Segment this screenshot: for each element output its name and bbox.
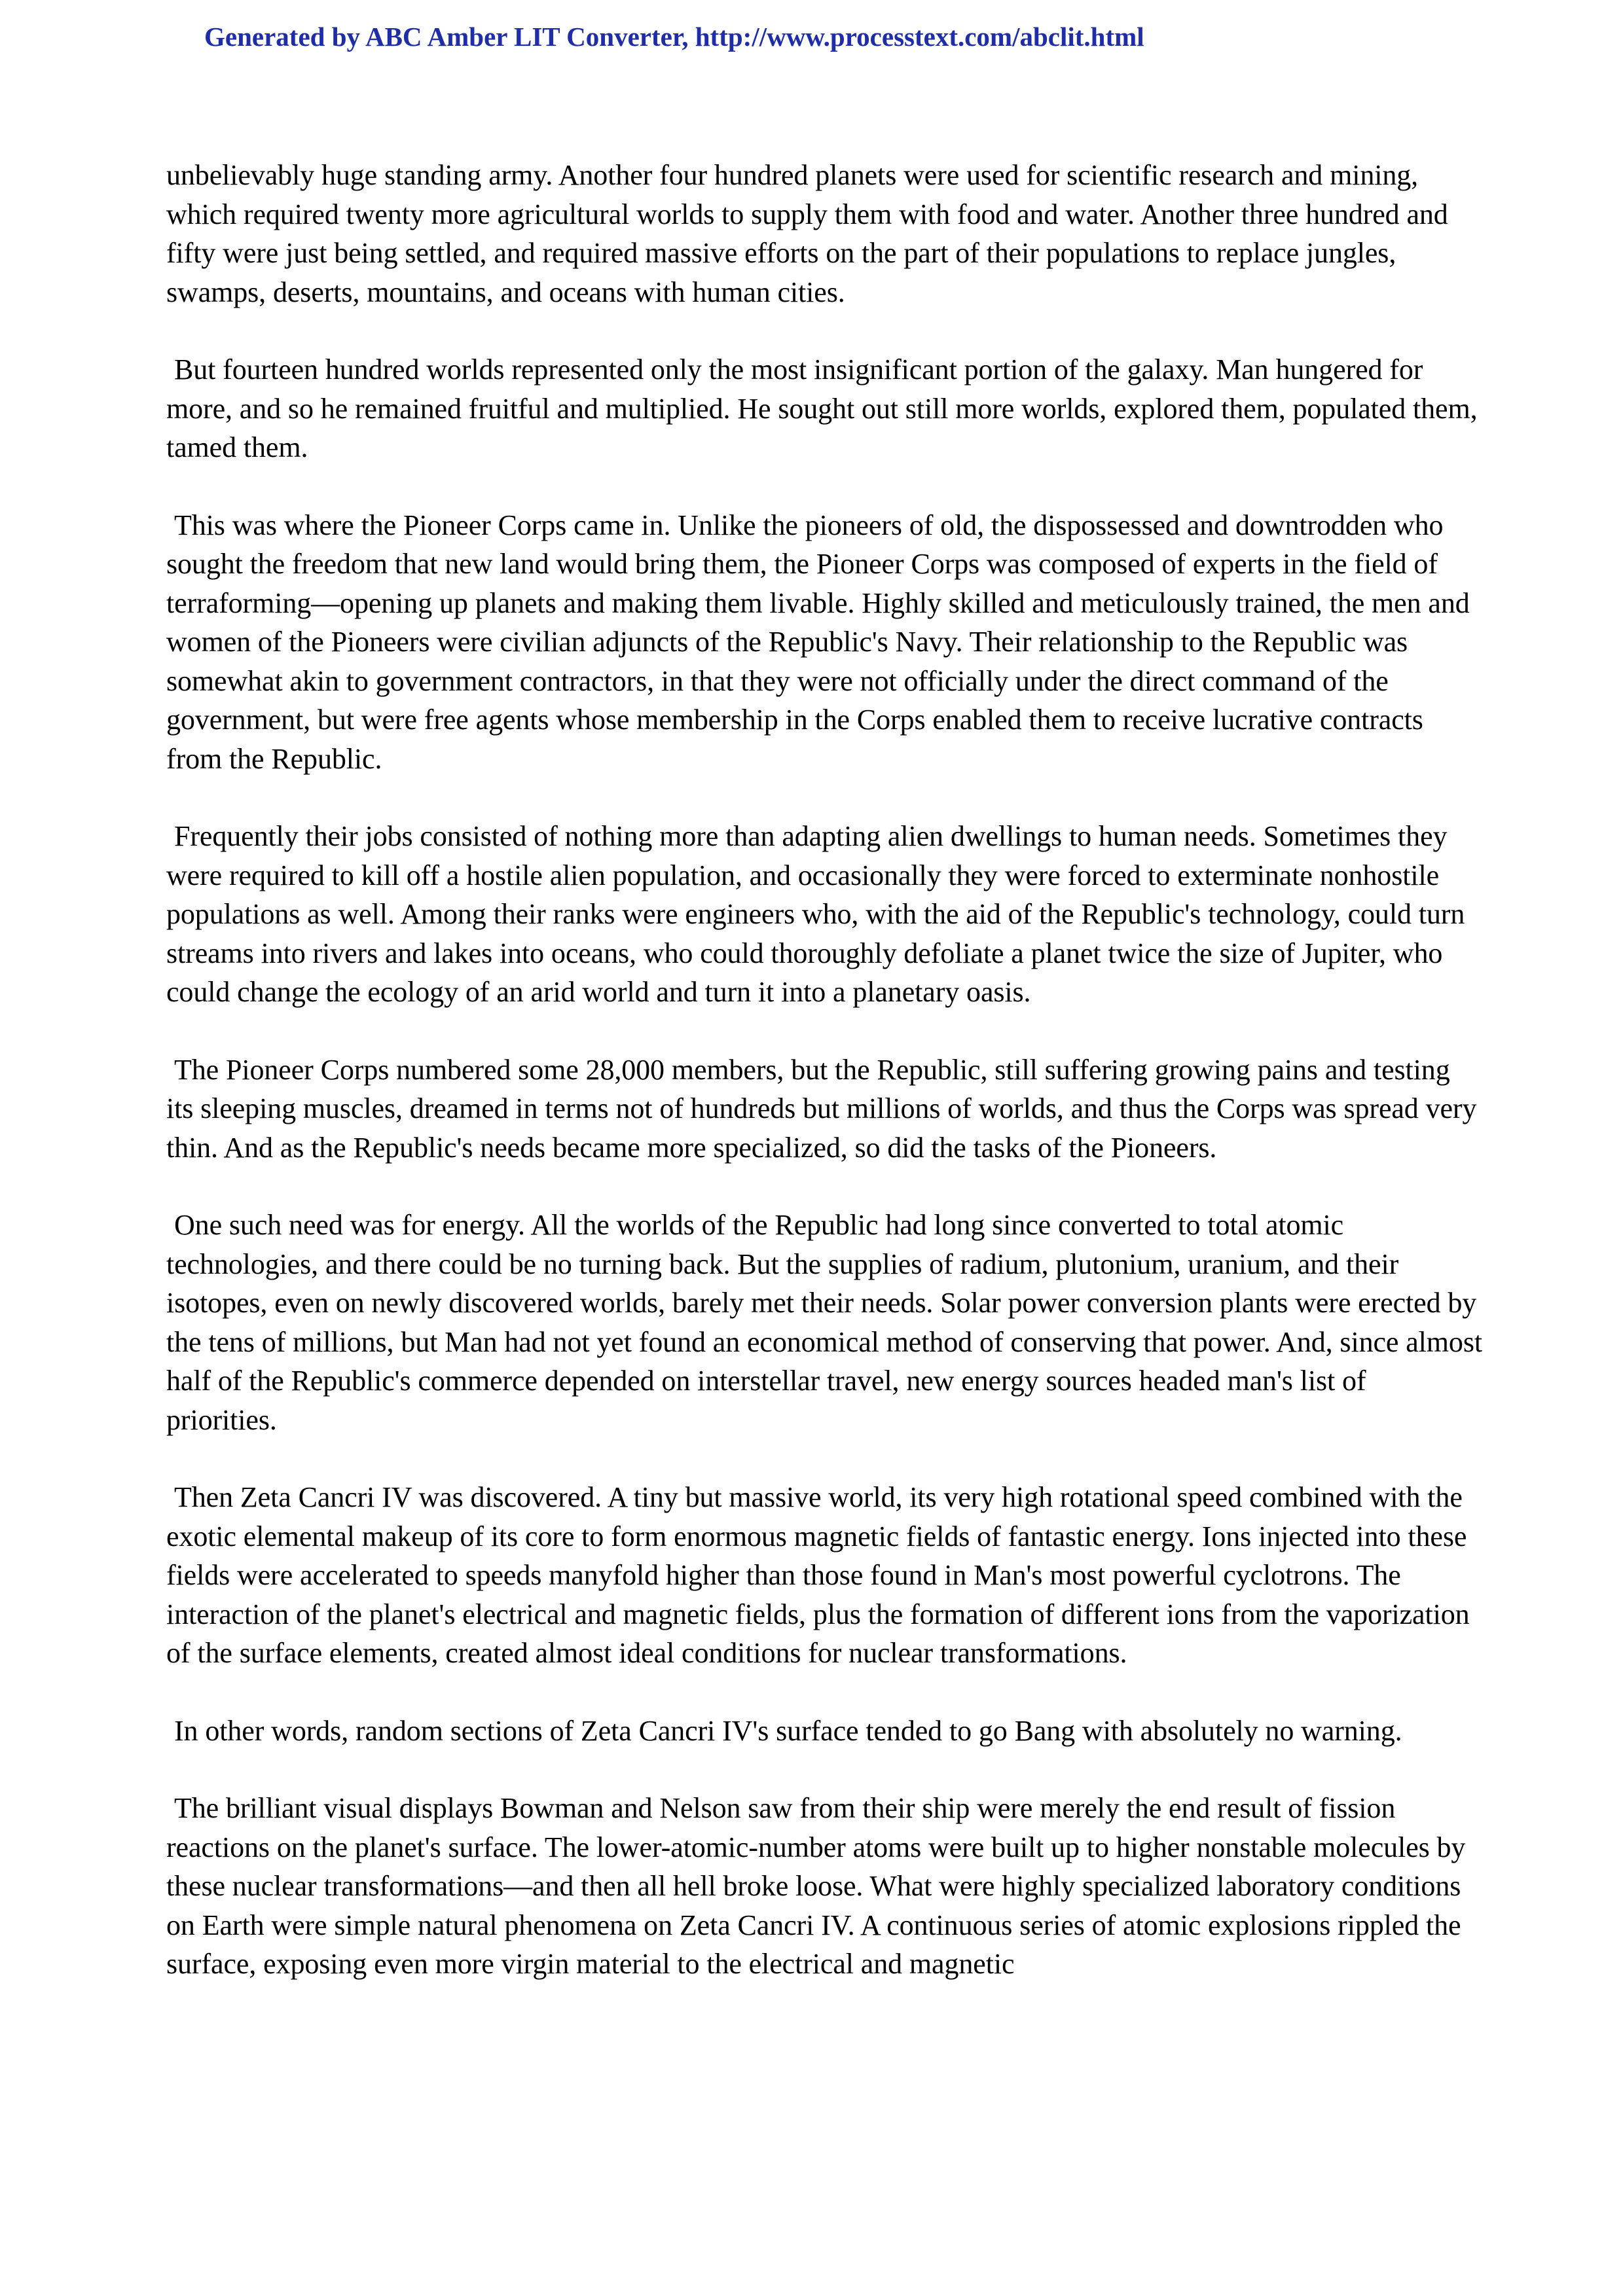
paragraph: The Pioneer Corps numbered some 28,000 members, but the Republic, still suffering growing pains and testing its sleeping muscles, dreamed in terms not of hundreds but millions of worlds, and thus the Corps was spread very thin. And as the Republic's needs became more specialized, so did the tasks of the Pioneers. [166,1053,1477,1164]
paragraph: Frequently their jobs consisted of nothing more than adapting alien dwellings to human needs. Sometimes they were required to kill off a hostile alien population, and occasionally they were forced to exterminate nonhostile populations as well. Among their ranks were engineers who, with the aid of the Republic's technology, could turn streams into rivers and lakes into oceans, who could thoroughly defoliate a planet twice the size of Jupiter, who could change the ecology of an arid world and turn it into a planetary oasis. [166,820,1465,1008]
paragraph: In other words, random sections of Zeta Cancri IV's surface tended to go Bang with absolutely no warning. [174,1714,1402,1747]
paragraph: But fourteen hundred worlds represented only the most insignificant portion of the galaxy. Man hungered for more, and so he remained fruitful and multiplied. He sought out still more worlds, explored them, populated them, tamed them. [166,353,1478,463]
paragraph: unbelievably huge standing army. Another four hundred planets were used for scientific research and mining, which required twenty more agricultural worlds to supply them with food and water. Another three hundred and fifty were just being settled, and required massive efforts on the part of their populations to replace jungles, swamps, deserts, mountains, and oceans with human cities. [166,159,1448,308]
paragraph: Then Zeta Cancri IV was discovered. A tiny but massive world, its very high rotational speed combined with the exotic elemental makeup of its core to form enormous magnetic fields of fantastic energy. Ions injected into these fields were accelerated to speeds manyfold higher than those found in Man's most powerful cyclotrons. The interaction of the planet's electrical and magnetic fields, plus the formation of different ions from the vaporization of the surface elements, created almost ideal conditions for nuclear transformations. [166,1481,1470,1669]
document-body [166,156,1482,2022]
paragraph: This was where the Pioneer Corps came in. Unlike the pioneers of old, the dispossessed and downtrodden who sought the freedom that new land would bring them, the Pioneer Corps was composed of experts in the field of terraforming—opening up planets and making them livable. Highly skilled and meticulously trained, the men and women of the Pioneers were civilian adjuncts of the Republic's Navy. Their relationship to the Republic was somewhat akin to government contractors, in that they were not officially under the direct command of the government, but were free agents whose membership in the Corps enabled them to receive lucrative contracts from the Republic. [166,509,1470,775]
converter-header: Generated by ABC Amber LIT Converter, http://www.processtext.com/abclit.html [204,22,1144,52]
paragraph: One such need was for energy. All the worlds of the Republic had long since converted to total atomic technologies, and there could be no turning back. But the supplies of radium, plutonium, uranium, and their isotopes, even on newly discovered worlds, barely met their needs. Solar power conversion plants were erected by the tens of millions, but Man had not yet found an economical method of conserving that power. And, since almost half of the Republic's commerce depended on interstellar travel, new energy sources headed man's list of priorities. [166,1209,1482,1436]
paragraph: The brilliant visual displays Bowman and Nelson saw from their ship were merely the end result of fission reactions on the planet's surface. The lower-atomic-number atoms were built up to higher nonstable molecules by these nuclear transformations—and then all hell broke loose. What were highly specialized laboratory conditions on Earth were simple natural phenomena on Zeta Cancri IV. A continuous series of atomic explosions rippled the surface, exposing even more virgin material to the electrical and magnetic [166,1792,1466,1980]
